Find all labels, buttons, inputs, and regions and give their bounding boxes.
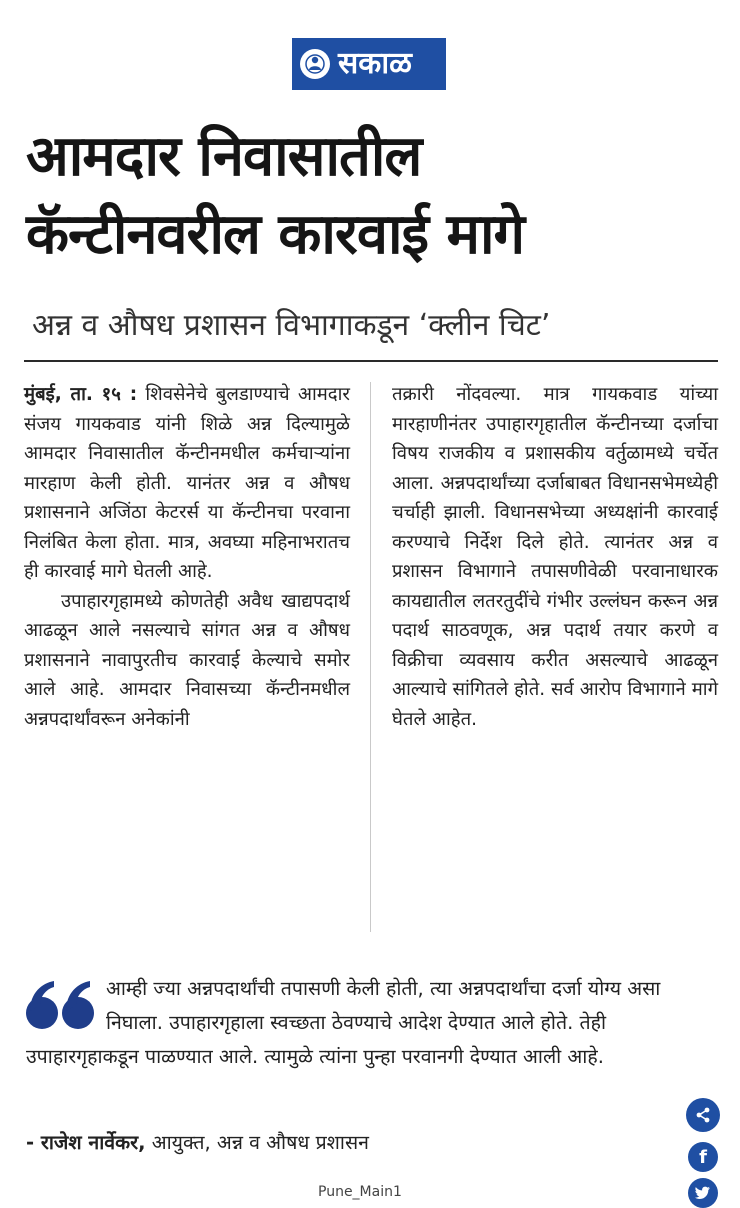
subheadline: अन्न व औषध प्रशासन विभागाकडून ‘क्लीन चिट’ [32, 308, 551, 343]
headline-line-2: कॅन्टीनवरील कारवाई मागे [26, 202, 524, 267]
facebook-icon: f [699, 1146, 707, 1168]
masthead-logo-text: सकाळ [338, 46, 412, 81]
headline-line-1: आमदार निवासातील [26, 124, 422, 189]
share-button[interactable] [686, 1098, 720, 1132]
quote-attribution [26, 1128, 626, 1158]
share-icon [694, 1106, 712, 1124]
masthead-logo [292, 38, 446, 90]
article-text: शिवसेनेचे बुलडाण्याचे आमदार संजय गायकवाड यांनी शिळे अन्न दिल्यामुळे आमदार निवासातील कॅन्टीनमधील कर्मचाऱ्यांना मारहाण केली होती. यानंतर अन्न व औषध प्रशासनाने अजिंठा केटरर्स या कॅन्टीनचा परवाना निलंबित केला होता. मात्र, अवघ्या महिनाभरातच ही कारवाई मागे घेतली आहे. [24, 384, 350, 582]
twitter-icon [695, 1186, 711, 1200]
headline [26, 118, 716, 274]
quote-author-title: आयुक्त, अन्न व औषध प्रशासन [145, 1131, 369, 1154]
article-paragraph: उपाहारगृहामध्ये कोणतेही अवैध खाद्यपदार्थ आढळून आले नसल्याचे सांगत अन्न व औषध प्रशासनाने नावापुरतीच कारवाई केल्याचे समोर आले आहे. आमदार निवासच्या कॅन्टीनमधील अन्नपदार्थांवरून अनेकांनी [24, 590, 350, 730]
pull-quote-text: आम्ही ज्या अन्नपदार्थांची तपासणी केली होती, त्या अन्नपदार्थांचा दर्जा योग्य असा निघाला. उपाहारगृहाला स्वच्छता ठेवण्याचे आदेश देण्यात आले होते. तेही उपाहारगृहाकडून पाळण्यात आले. त्यामुळे त्यांना पुन्हा परवानगी देण्यात आली आहे. [26, 977, 661, 1068]
facebook-share-button[interactable] [688, 1142, 718, 1172]
article-column-right [392, 380, 718, 734]
article-paragraph [24, 380, 350, 587]
pull-quote [26, 972, 702, 1074]
page-label: Pune_Main1 [318, 1184, 402, 1200]
twitter-share-button[interactable] [688, 1178, 718, 1208]
article-paragraph: तक्रारी नोंदवल्या. मात्र गायकवाड यांच्या मारहाणीनंतर उपाहारगृहातील कॅन्टीनच्या दर्जाचा विषय राजकीय व प्रशासकीय वर्तुळामध्ये चर्चेत आला. अन्नपदार्थांच्या दर्जाबाबत विधानसभेमध्येही चर्चाही झाली. विधानसभेच्या अध्यक्षांनी कारवाई करण्याचे निर्देश दिले होते. त्यानंतर अन्न व प्रशासन विभागाने तपासणीवेळी परवानाधारक कायद्यातील लतरतुदींचे गंभीर उल्लंघन करून अन्न पदार्थ साठवणूक, अन्न पदार्थ तयार करणे व विक्रीचा व्यवसाय करीत असल्याचे आढळून आल्याचे सांगितले होते. सर्व आरोप विभागाने मागे घेतले आहेत. [392, 384, 718, 730]
article-column-left [24, 380, 350, 734]
quote-author-prefix: - [26, 1131, 41, 1154]
column-separator [370, 382, 371, 932]
sakal-emblem-icon [300, 49, 330, 79]
dateline: मुंबई, ता. १५ : [24, 384, 138, 405]
headline-divider [24, 360, 718, 362]
quote-author-name: राजेश नार्वेकर, [40, 1131, 146, 1154]
